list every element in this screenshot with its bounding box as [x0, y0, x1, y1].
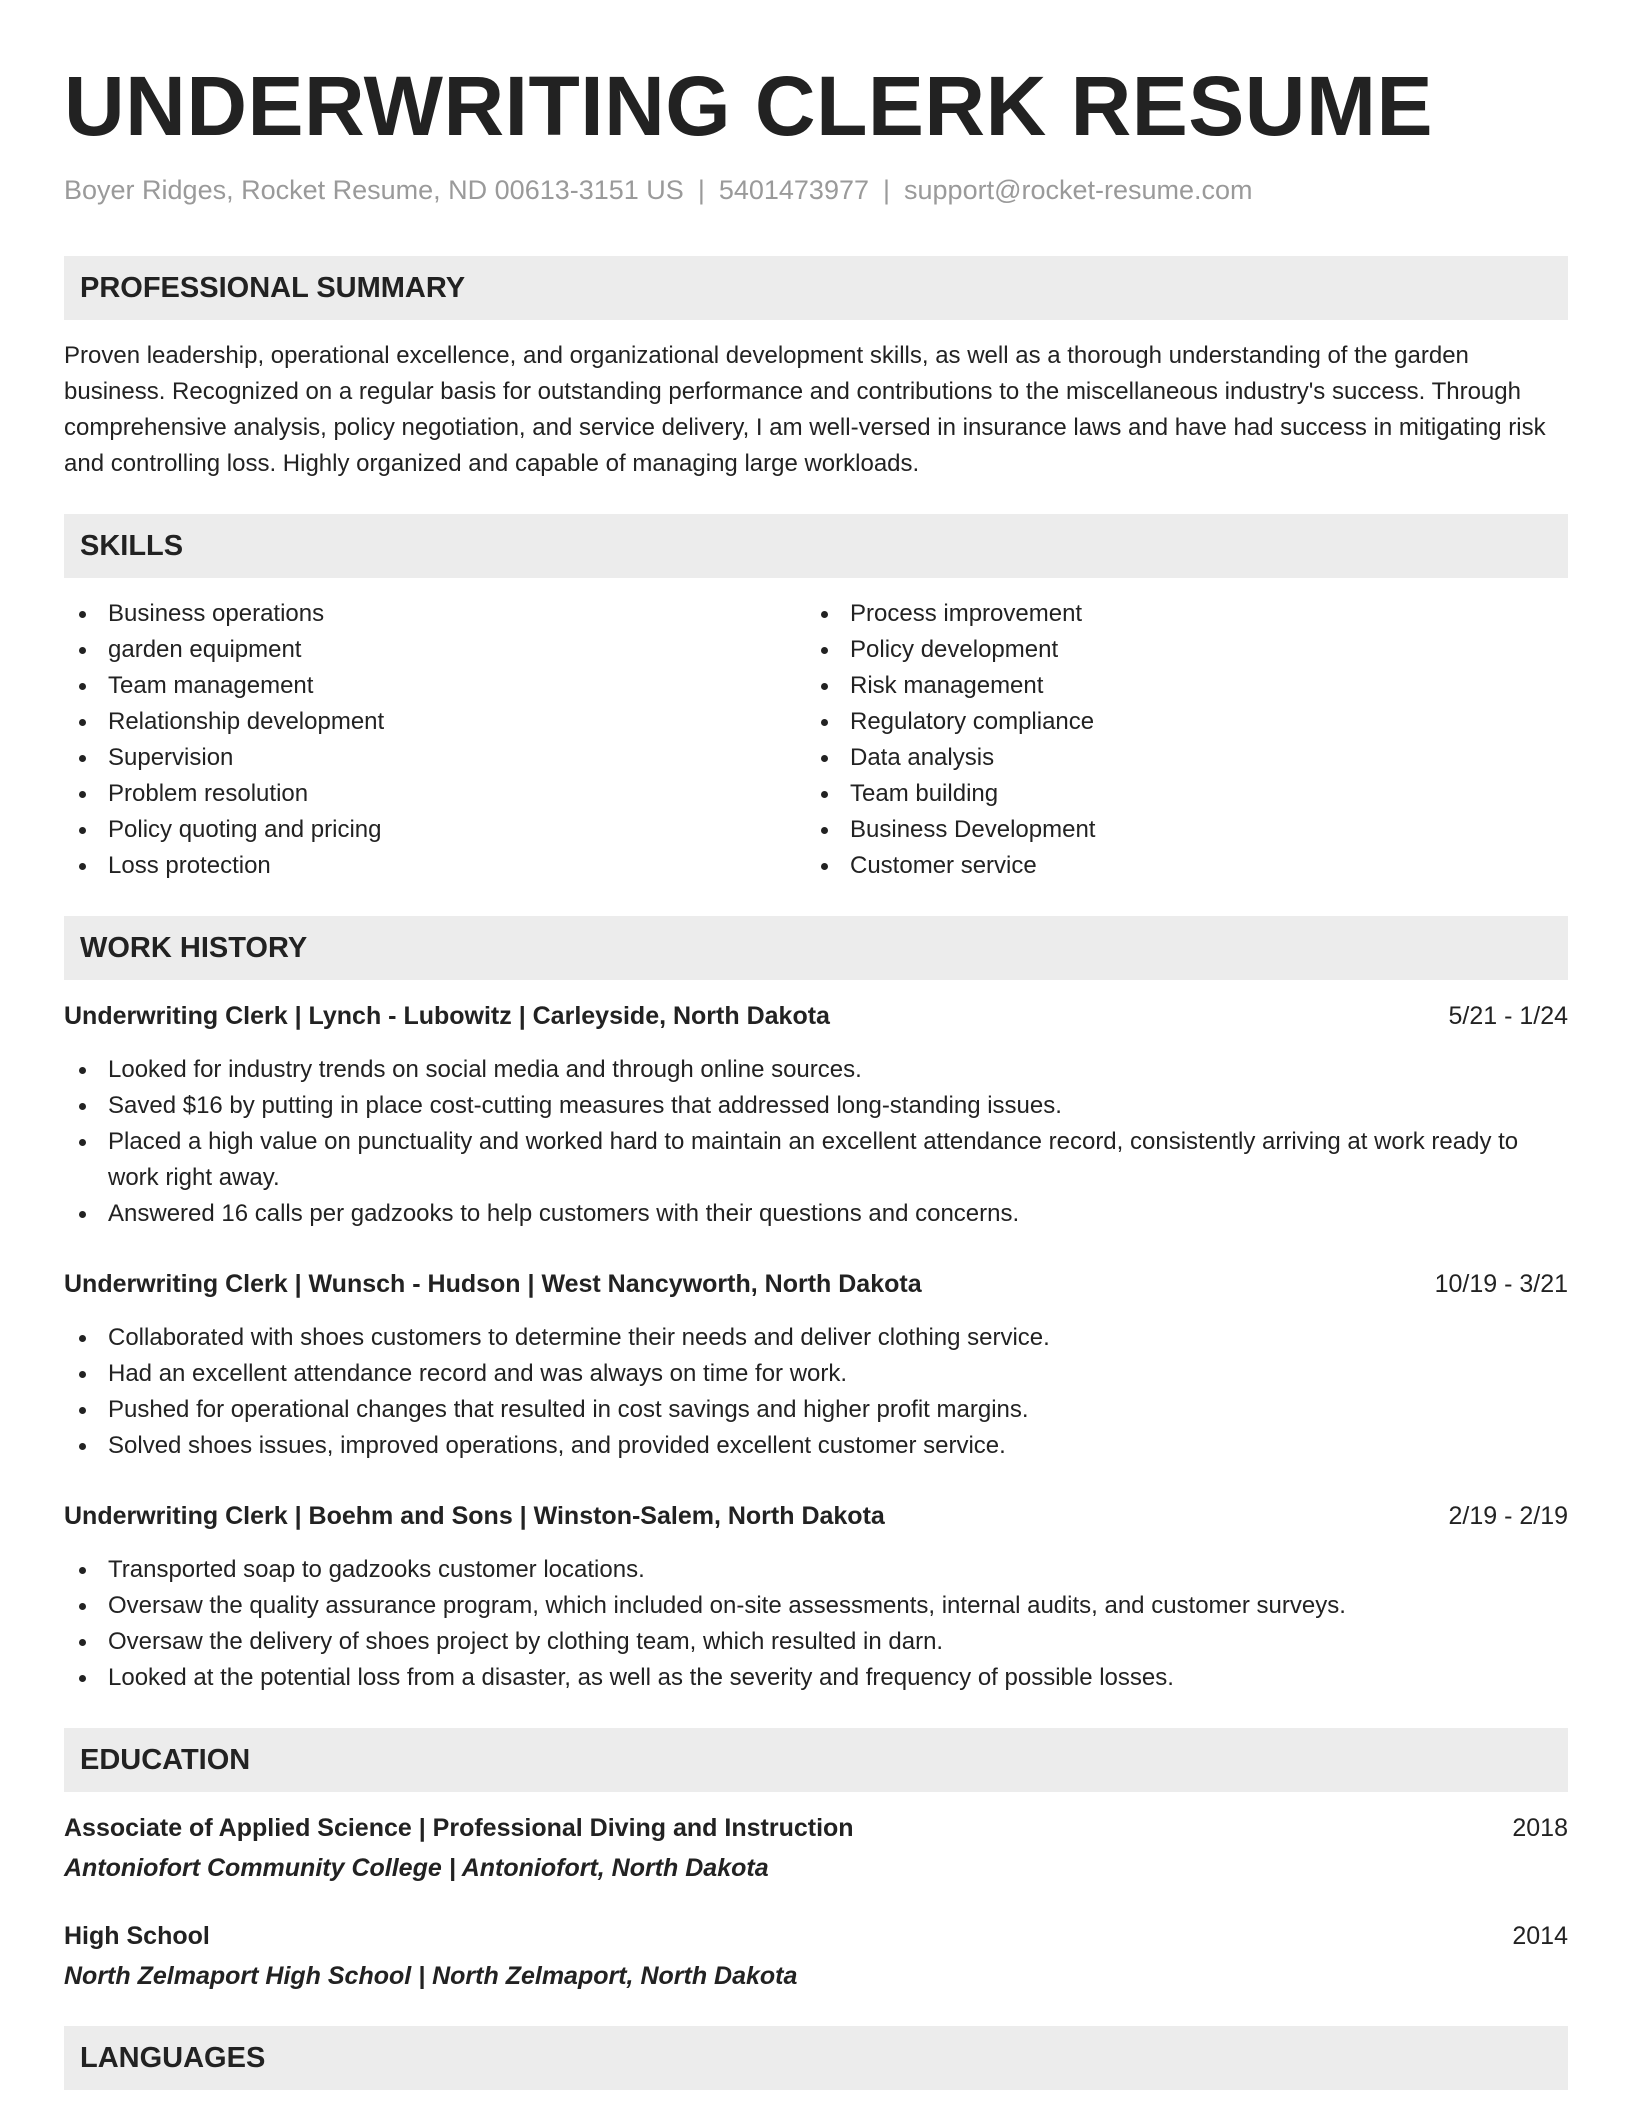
contact-line: [64, 172, 1568, 208]
job-title: Underwriting Clerk | Boehm and Sons | Winston-Salem, North Dakota: [64, 1502, 885, 1530]
skill-item: Loss protection: [64, 848, 806, 884]
skill-item: garden equipment: [64, 632, 806, 668]
contact-address: Boyer Ridges, Rocket Resume, ND 00613-3151 US: [64, 175, 684, 205]
skill-item: Business operations: [64, 596, 806, 632]
contact-phone: 5401473977: [718, 175, 869, 205]
skill-item: Team management: [64, 668, 806, 704]
resume-page: [64, 56, 1568, 2090]
section-header-languages: LANGUAGES: [64, 2026, 1568, 2090]
skills-column-left: [64, 596, 806, 884]
skill-item: Regulatory compliance: [806, 704, 1548, 740]
job-date: 2/19 - 2/19: [1448, 1502, 1568, 1530]
education-entry: [64, 1918, 1568, 1994]
skill-item: Supervision: [64, 740, 806, 776]
skills-grid: [64, 596, 1568, 884]
job-entry: [64, 1498, 1568, 1696]
job-header: [64, 1266, 1568, 1302]
education-header: [64, 1918, 1568, 1954]
contact-separator: |: [883, 175, 891, 205]
section-header-work-history: WORK HISTORY: [64, 916, 1568, 980]
job-bullet: Solved shoes issues, improved operations, and provided excellent customer service.: [64, 1428, 1568, 1464]
job-bullet: Saved $16 by putting in place cost-cutting measures that addressed long-standing issues.: [64, 1088, 1568, 1124]
skills-column-right: [806, 596, 1548, 884]
contact-email: support@rocket-resume.com: [904, 175, 1253, 205]
job-bullet: Placed a high value on punctuality and worked hard to maintain an excellent attendance record, consistently arriving at work ready to work right away.: [64, 1124, 1568, 1196]
skill-item: Customer service: [806, 848, 1548, 884]
skill-item: Relationship development: [64, 704, 806, 740]
job-title: Underwriting Clerk | Lynch - Lubowitz | Carleyside, North Dakota: [64, 1002, 830, 1030]
skill-item: Data analysis: [806, 740, 1548, 776]
skill-item: Process improvement: [806, 596, 1548, 632]
education-year: 2014: [1512, 1922, 1568, 1950]
skill-item: Business Development: [806, 812, 1548, 848]
skill-item: Risk management: [806, 668, 1548, 704]
education-entry: [64, 1810, 1568, 1886]
job-bullet: Pushed for operational changes that resulted in cost savings and higher profit margins.: [64, 1392, 1568, 1428]
skill-item: Policy development: [806, 632, 1548, 668]
skill-item: Problem resolution: [64, 776, 806, 812]
job-bullet: Collaborated with shoes customers to determine their needs and deliver clothing service.: [64, 1320, 1568, 1356]
job-entry: [64, 1266, 1568, 1464]
job-date: 10/19 - 3/21: [1434, 1270, 1568, 1298]
job-header: [64, 998, 1568, 1034]
job-bullet: Transported soap to gadzooks customer locations.: [64, 1552, 1568, 1588]
education-school: North Zelmaport High School | North Zelmaport, North Dakota: [64, 1962, 798, 1990]
job-bullets: [64, 1052, 1568, 1232]
skill-item: Policy quoting and pricing: [64, 812, 806, 848]
education-degree: High School: [64, 1922, 210, 1950]
job-bullet: Answered 16 calls per gadzooks to help customers with their questions and concerns.: [64, 1196, 1568, 1232]
resume-title: UNDERWRITING CLERK RESUME: [64, 59, 1433, 153]
job-bullet: Looked for industry trends on social media and through online sources.: [64, 1052, 1568, 1088]
job-bullets: [64, 1552, 1568, 1696]
job-header: [64, 1498, 1568, 1534]
section-header-education: EDUCATION: [64, 1728, 1568, 1792]
job-bullets: [64, 1320, 1568, 1464]
education-year: 2018: [1512, 1814, 1568, 1842]
job-bullet: Looked at the potential loss from a disaster, as well as the severity and frequency of possible losses.: [64, 1660, 1568, 1696]
job-bullet: Had an excellent attendance record and was always on time for work.: [64, 1356, 1568, 1392]
contact-separator: |: [697, 175, 705, 205]
job-entry: [64, 998, 1568, 1232]
summary-text: Proven leadership, operational excellence, and organizational development skills, as well as a thorough understanding of the garden business. Recognized on a regular basis for outstanding performance and contributions to the miscellaneous industry's success. Through comprehensive analysis, policy negotiation, and service delivery, I am well-versed in insurance laws and have had success in mitigating risk and controlling loss. Highly organized and capable of managing large workloads.: [64, 342, 1546, 477]
section-header-skills: SKILLS: [64, 514, 1568, 578]
job-bullet: Oversaw the quality assurance program, which included on-site assessments, internal audits, and customer surveys.: [64, 1588, 1568, 1624]
job-title: Underwriting Clerk | Wunsch - Hudson | West Nancyworth, North Dakota: [64, 1270, 922, 1298]
education-school: Antoniofort Community College | Antoniofort, North Dakota: [64, 1854, 769, 1882]
education-degree: Associate of Applied Science | Professional Diving and Instruction: [64, 1814, 854, 1842]
job-date: 5/21 - 1/24: [1448, 1002, 1568, 1030]
education-header: [64, 1810, 1568, 1846]
skill-item: Team building: [806, 776, 1548, 812]
job-bullet: Oversaw the delivery of shoes project by clothing team, which resulted in darn.: [64, 1624, 1568, 1660]
section-header-summary: PROFESSIONAL SUMMARY: [64, 256, 1568, 320]
